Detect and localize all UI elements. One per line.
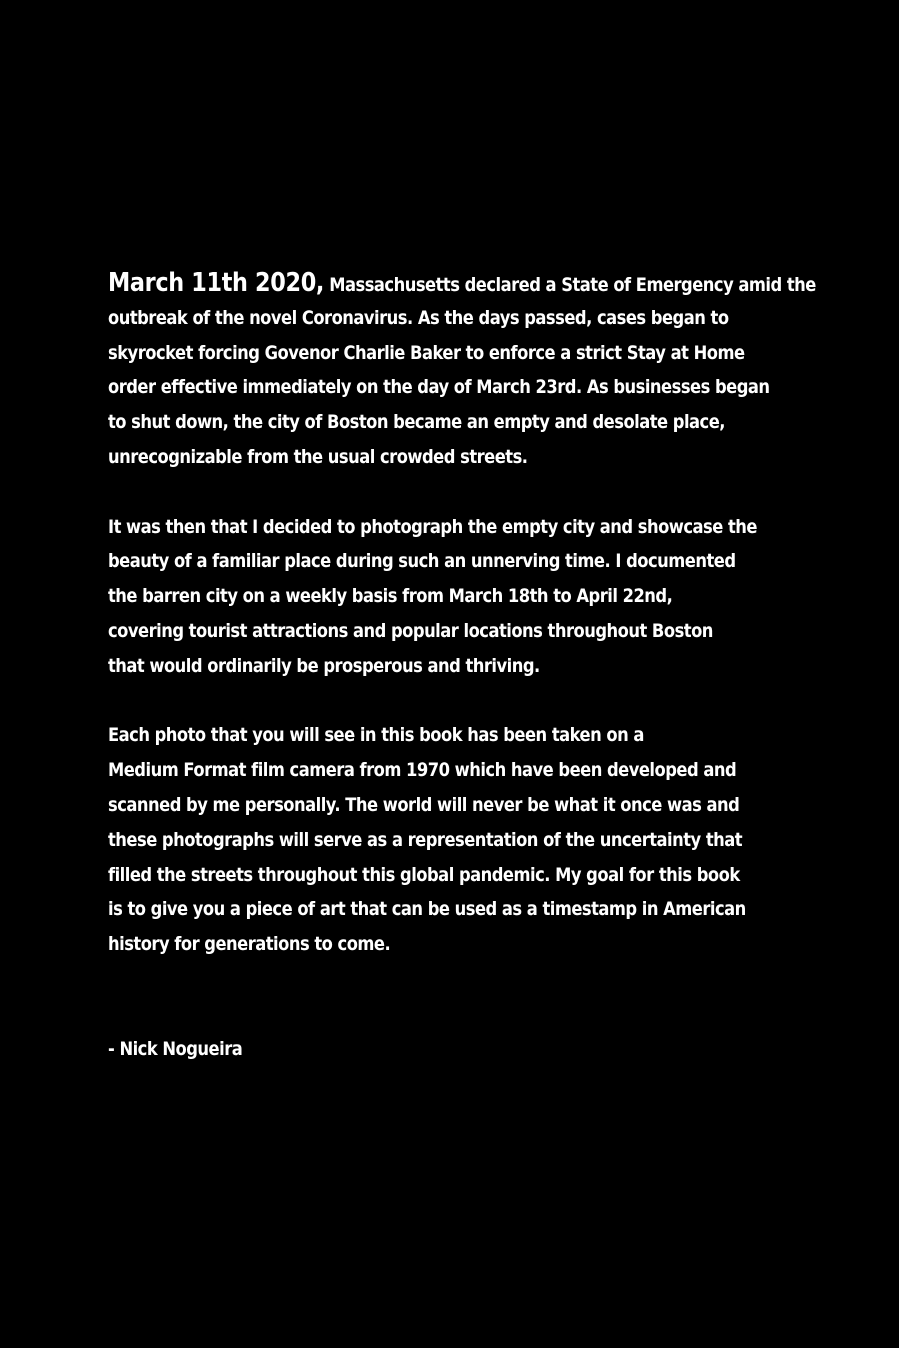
paragraph-line: order effective immediately on the day of March 23rd. As businesses began — [108, 376, 770, 399]
paragraph-line: to shut down, the city of Boston became an empty and desolate place, — [108, 411, 725, 434]
paragraph-state-of-emergency — [108, 266, 816, 475]
paragraph-line: unrecognizable from the usual crowded streets. — [108, 445, 528, 468]
paragraph-line: Medium Format film camera from 1970 which have been developed and — [108, 759, 737, 782]
date-lead: March 11th 2020, — [108, 268, 325, 298]
paragraph-line: It was then that I decided to photograph the empty city and showcase the — [108, 515, 757, 538]
paragraph-line: filled the streets throughout this global pandemic. My goal for this book — [108, 863, 740, 886]
paragraph-line: beauty of a familiar place during such an unnerving time. I documented — [108, 550, 736, 573]
paragraph-line-text: Massachusetts declared a State of Emergency amid the — [324, 274, 816, 296]
paragraph-spacer — [108, 475, 727, 510]
paragraph-line — [108, 266, 816, 301]
paragraph-line: covering tourist attractions and popular locations throughout Boston — [108, 619, 713, 642]
paragraph-line: Each photo that you will see in this book has been taken on a — [108, 724, 644, 747]
author-signature: - Nick Nogueira — [108, 1037, 243, 1060]
paragraph-line: scanned by me personally. The world will never be what it once was and — [108, 793, 740, 816]
paragraph-spacer — [108, 684, 727, 719]
paragraph-film-camera — [108, 718, 746, 962]
paragraph-line: is to give you a piece of art that can be used as a timestamp in American — [108, 898, 746, 921]
paragraph-line: skyrocket forcing Govenor Charlie Baker to enforce a strict Stay at Home — [108, 341, 745, 364]
paragraph-line: outbreak of the novel Coronavirus. As the days passed, cases began to — [108, 306, 729, 329]
paragraph-documentation — [108, 510, 757, 684]
signature-spacer — [108, 962, 727, 1032]
introduction-text — [108, 266, 816, 1066]
paragraph-line: these photographs will serve as a representation of the uncertainty that — [108, 828, 743, 851]
paragraph-line: the barren city on a weekly basis from March 18th to April 22nd, — [108, 585, 673, 608]
paragraph-line: that would ordinarily be prosperous and thriving. — [108, 654, 540, 677]
paragraph-line: history for generations to come. — [108, 933, 391, 956]
